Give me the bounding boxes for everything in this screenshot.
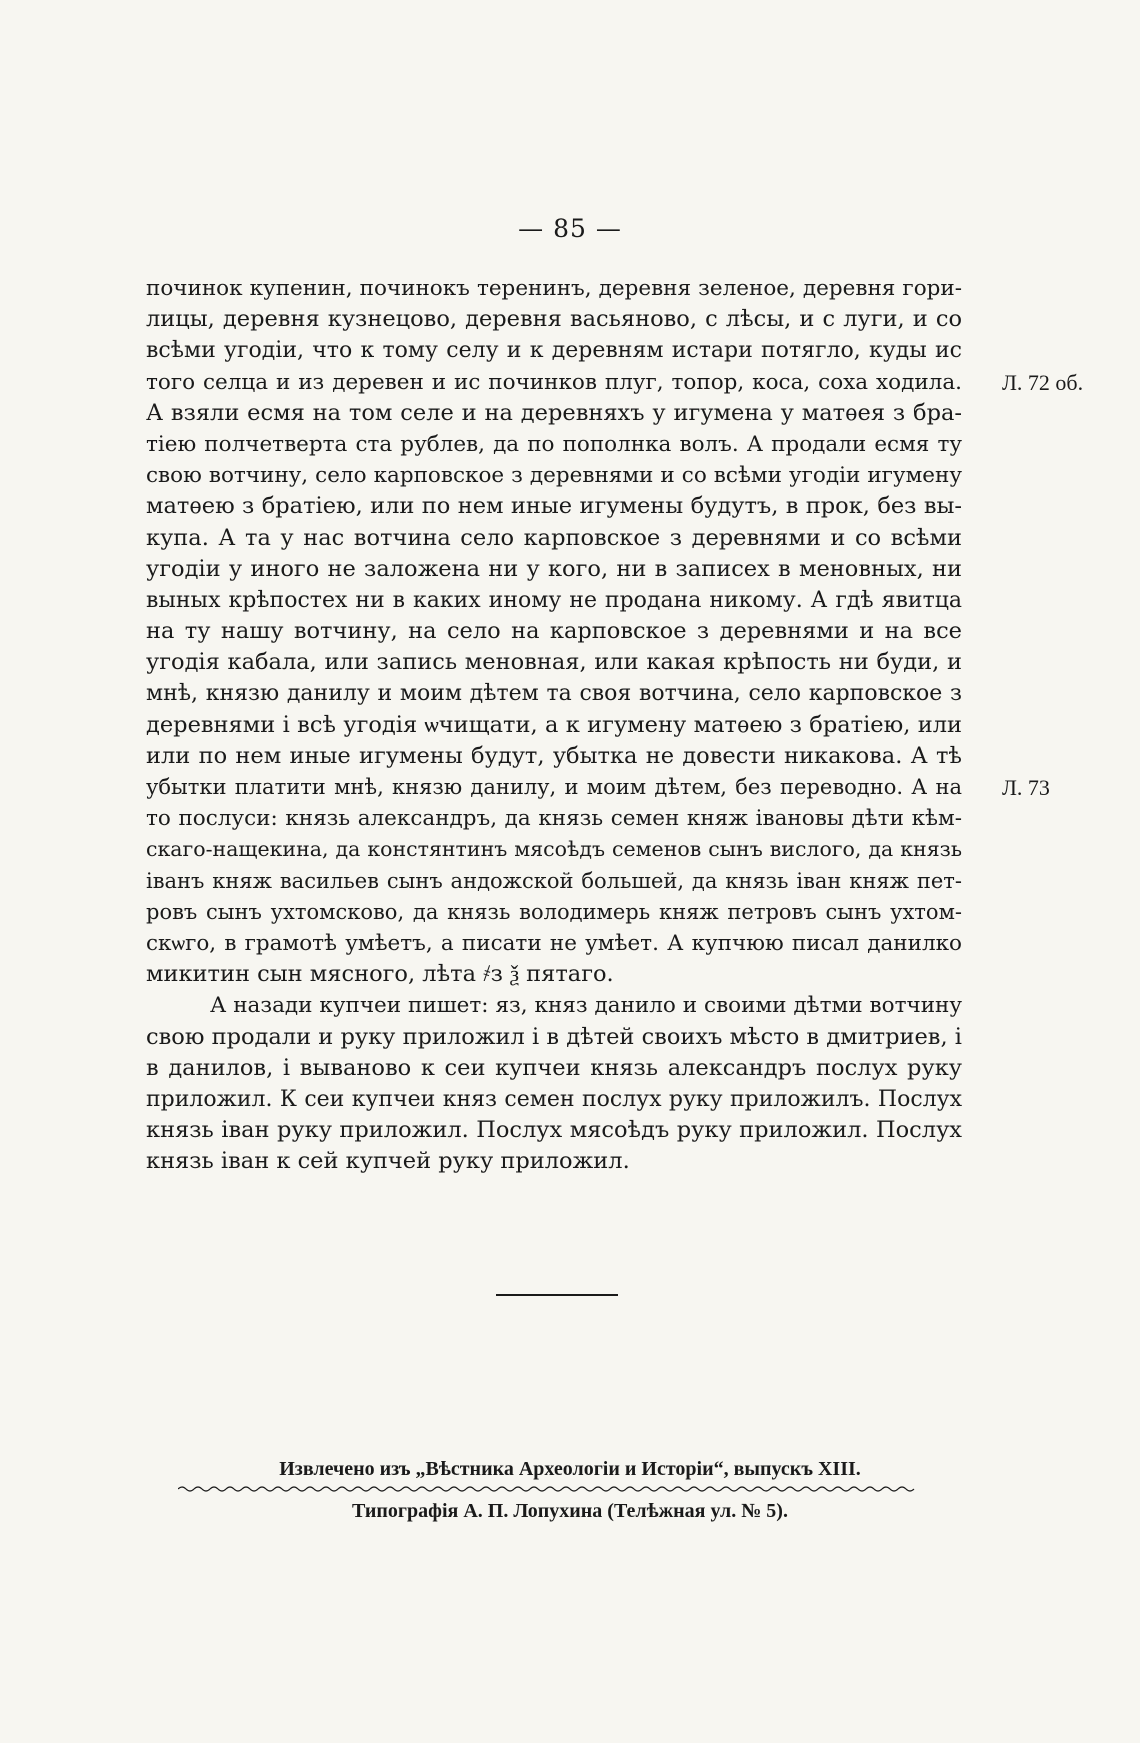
page-number: — 85 — [518,214,622,243]
wavy-underline [178,1485,918,1493]
document-body [146,273,962,1177]
text-line: скаго-нащекина, да констянтинъ мясоѣдъ семенов сынъ вислого, да князь [146,837,962,862]
text-line: мнѣ, князю данилу и моим дѣтем та своя вотчина, село карповское з [146,681,962,707]
text-line: всѣми угодіи, что к тому селу и к деревням истари потягло, куды ис [146,338,962,364]
margin-note-folio: Л. 73 [1002,775,1050,800]
text-line: скѡго, в грамотѣ умѣетъ, а писати не умѣет. А купчюю писал данилко [146,930,962,956]
footer-source: Извлечено изъ „Вѣстника Археологіи и Исторіи“, выпускъ XIII. [279,1458,861,1480]
text-line: выных крѣпостех ни в каких иному не продана никому. А гдѣ явитца [146,587,962,613]
text-line: угодія кабала, или запись меновная, или какая крѣпость ни буди, и [146,649,962,676]
text-line: свою вотчину, село карповское з деревнями и со всѣми угодіи игумену [146,463,962,489]
margin-note-folio: Л. 72 об. [1002,370,1084,395]
text-line: іванъ княж васильев сынъ андожской большей, да князь іван княж пет- [146,868,962,893]
text-line: того селца и из деревен и ис починков плуг, топор, коса, соха ходила. [146,369,962,395]
text-line: лицы, деревня кузнецово, деревня васьяново, с лѣсы, и с луги, и со [146,306,962,333]
text-line: А назади купчеи пишет: яз, княз данило и своими дѣтми вотчину [210,993,962,1019]
text-line: деревнями і всѣ угодія ѡчищати, а к игумену матѳею з братіею, или [146,711,962,738]
text-line: купа. А та у нас вотчина село карповское з деревнями и со всѣми [146,524,962,551]
divider-rule [496,1294,618,1296]
text-line: микитин сын мясного, лѣта ҂з ѯ пятаго. [146,961,614,988]
text-line: князь іван к сей купчей руку приложил. [146,1148,630,1175]
footer-printer: Типографія А. П. Лопухина (Телѣжная ул. № 5). [352,1500,788,1522]
text-line: матѳею з братіею, или по нем иные игумены будутъ, в прок, без вы- [146,493,962,520]
text-line: ровъ сынъ ухтомсково, да князь володимерь княж петровъ сынъ ухтом- [146,899,962,924]
text-line: убытки платити мнѣ, князю данилу, и моим дѣтем, без переводно. А на [146,775,962,799]
text-line: или по нем иные игумены будут, убытка не довести никакова. А тѣ [146,742,962,769]
text-line: тіею полчетверта ста рублев, да по пополнка волъ. А продали есмя ту [146,431,962,457]
text-line: починок купенин, починокъ теренинъ, деревня зеленое, деревня гори- [146,276,962,301]
text-line: приложил. К сеи купчеи княз семен послух руку приложилъ. Послух [146,1086,962,1112]
text-line: свою продали и руку приложил і в дѣтей своихъ мѣсто в дмитриев, і [146,1023,962,1050]
text-line: то послуси: князь александръ, да князь семен княж івановы дѣти кѣм- [146,806,962,832]
text-line: на ту нашу вотчину, на село на карповское з деревнями и на все [146,618,962,645]
text-line: князь іван руку приложил. Послух мясоѣдъ руку приложил. Послух [146,1117,962,1144]
text-line: угодіи у иного не заложена ни у кого, ни в записех в меновных, ни [146,555,962,582]
text-line: А взяли есмя на том селе и на деревняхъ у игумена у матѳея з бра- [146,399,962,426]
text-line: в данилов, і вываново к сеи купчеи князь александръ послух руку [146,1054,962,1081]
